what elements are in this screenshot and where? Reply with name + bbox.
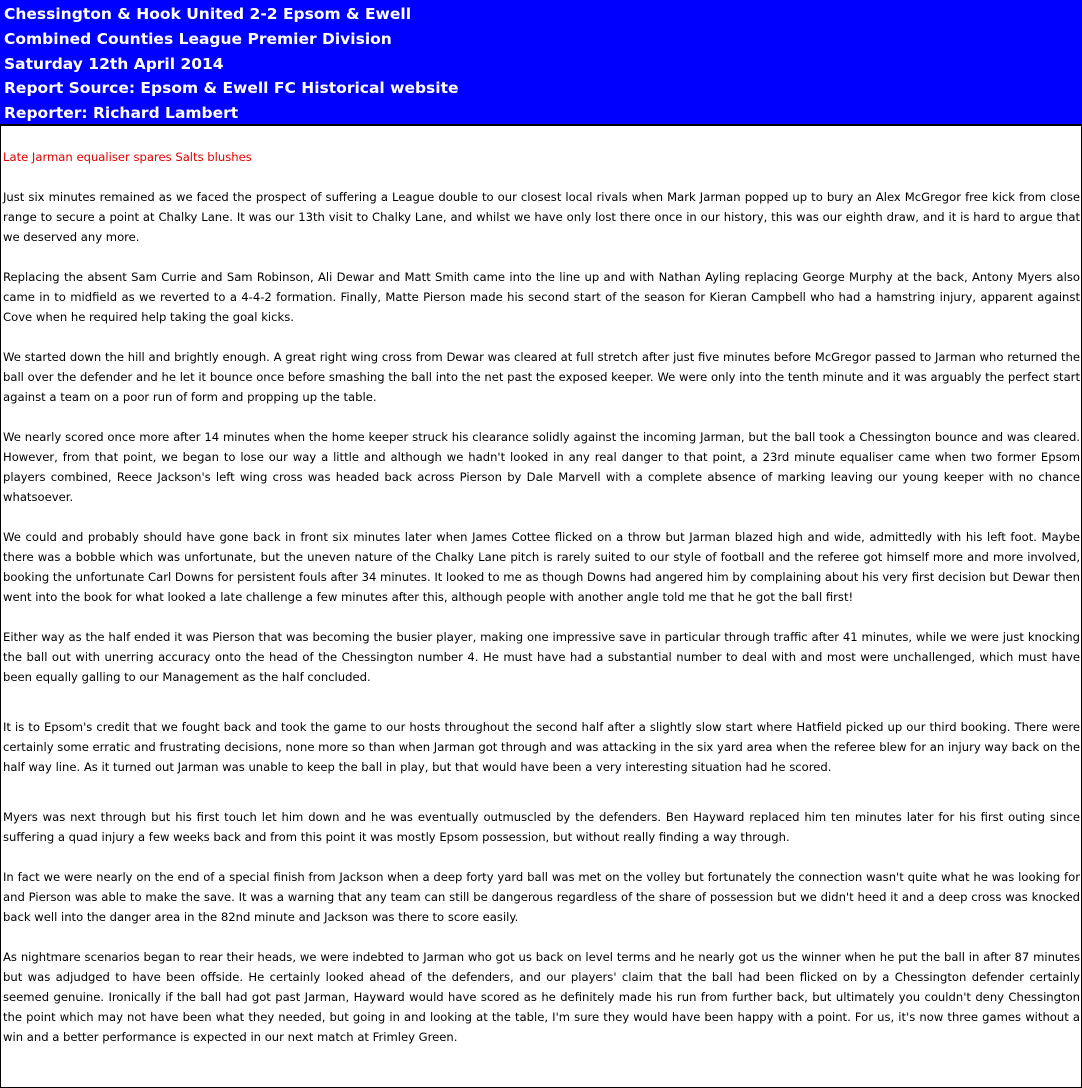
reporter-name: Reporter: Richard Lambert: [4, 104, 239, 123]
competition-name: Combined Counties League Premier Division: [4, 29, 392, 48]
report-paragraph: In fact we were nearly on the end of a special finish from Jackson when a deep forty yard ball was met on the volley but fortunately the connection wasn't quite what he was looking for and Pierson was able to make the save. It was a warning that any team can still be dangerous regardless of the share of possession but we didn't heed it and a deep cross was knocked back well into the danger area in the 82nd minute and Jackson was there to score easily.: [3, 870, 1080, 924]
match-date: Saturday 12th April 2014: [4, 54, 224, 73]
report-paragraph: Just six minutes remained as we faced the prospect of suffering a League double to our closest local rivals when Mark Jarman popped up to bury an Alex McGregor free kick from close range to secure a point at Chalky Lane. It was our 13th visit to Chalky Lane, and whilst we have only lost there once in our history, this was our eighth draw, and it is hard to argue that we deserved any more.: [3, 190, 1080, 244]
report-paragraph: We nearly scored once more after 14 minutes when the home keeper struck his clearance solidly against the incoming Jarman, but the ball took a Chessington bounce and was cleared. However, from that point, we began to lose our way a little and although we hadn't looked in any real danger to that point, a 23rd minute equaliser came when two former Epsom players combined, Reece Jackson's left wing cross was headed back across Pierson by Dale Marvell with a complete absence of marking leaving our young keeper with no chance whatsoever.: [3, 430, 1080, 504]
report-paragraph: We could and probably should have gone back in front six minutes later when James Cottee flicked on a throw but Jarman blazed high and wide, admittedly with his left foot. Maybe there was a bobble which was unfortunate, but the uneven nature of the Chalky Lane pitch is rarely suited to our style of football and the referee got himself more and more involved, booking the unfortunate Carl Downs for persistent fouls after 34 minutes. It looked to me as though Downs had angered him by complaining about his very first decision but Dewar then went into the book for what looked a late challenge a few minutes after this, although people with another angle told me that he got the ball first!: [3, 530, 1080, 604]
report-paragraph: Myers was next through but his first touch let him down and he was eventually outmuscled by the defenders. Ben Hayward replaced him ten minutes later for his first outing since suffering a quad injury a few weeks back and from this point it was mostly Epsom possession, but without really finding a way through.: [3, 810, 1080, 844]
match-header: [0, 0, 1082, 126]
report-paragraph: It is to Epsom's credit that we fought back and took the game to our hosts throughout the second half after a slightly slow start where Hatfield picked up our third booking. There were certainly some erratic and frustrating decisions, none more so than when Jarman got through and was attacking in the six yard area when the referee blew for an injury way back on the half way line. As it turned out Jarman was unable to keep the ball in play, but that would have been a very interesting situation had he scored.: [3, 720, 1080, 774]
report-source: Report Source: Epsom & Ewell FC Historical website: [4, 79, 459, 98]
report-paragraph: We started down the hill and brightly enough. A great right wing cross from Dewar was cleared at full stretch after just five minutes before McGregor passed to Jarman who returned the ball over the defender and he let it bounce once before smashing the ball into the net past the exposed keeper. We were only into the tenth minute and it was arguably the perfect start against a team on a poor run of form and propping up the table.: [3, 350, 1080, 404]
report-paragraph: Replacing the absent Sam Currie and Sam Robinson, Ali Dewar and Matt Smith came into the line up and with Nathan Ayling replacing George Murphy at the back, Antony Myers also came in to midfield as we reverted to a 4-4-2 formation. Finally, Matte Pierson made his second start of the season for Kieran Campbell who had a hamstring injury, apparent against Cove when he required help taking the goal kicks.: [3, 270, 1080, 324]
report-paragraph: Either way as the half ended it was Pierson that was becoming the busier player, making one impressive save in particular through traffic after 41 minutes, while we were just knocking the ball out with unerring accuracy onto the head of the Chessington number 4. He must have had a substantial number to deal with and most were unchallenged, which must have been equally galling to our Management as the half concluded.: [3, 630, 1080, 684]
report-headline: Late Jarman equaliser spares Salts blushes: [3, 150, 252, 164]
match-title: Chessington & Hook United 2-2 Epsom & Ewell: [4, 5, 412, 23]
report-paragraph: As nightmare scenarios began to rear their heads, we were indebted to Jarman who got us back on level terms and he nearly got us the winner when he put the ball in after 87 minutes but was adjudged to have been offside. He certainly looked ahead of the defenders, and our players' claim that the ball had been flicked on by a Chessington defender certainly seemed genuine. Ironically if the ball had got past Jarman, Hayward would have scored as he definitely made his run from further back, but ultimately you couldn't deny Chessington the point which may not have been what they needed, but going in and looking at the table, I'm sure they would have been happy with a point. For us, it's now three games without a win and a better performance is expected in our next match at Frimley Green.: [3, 950, 1080, 1044]
report-body: [3, 147, 1080, 1047]
